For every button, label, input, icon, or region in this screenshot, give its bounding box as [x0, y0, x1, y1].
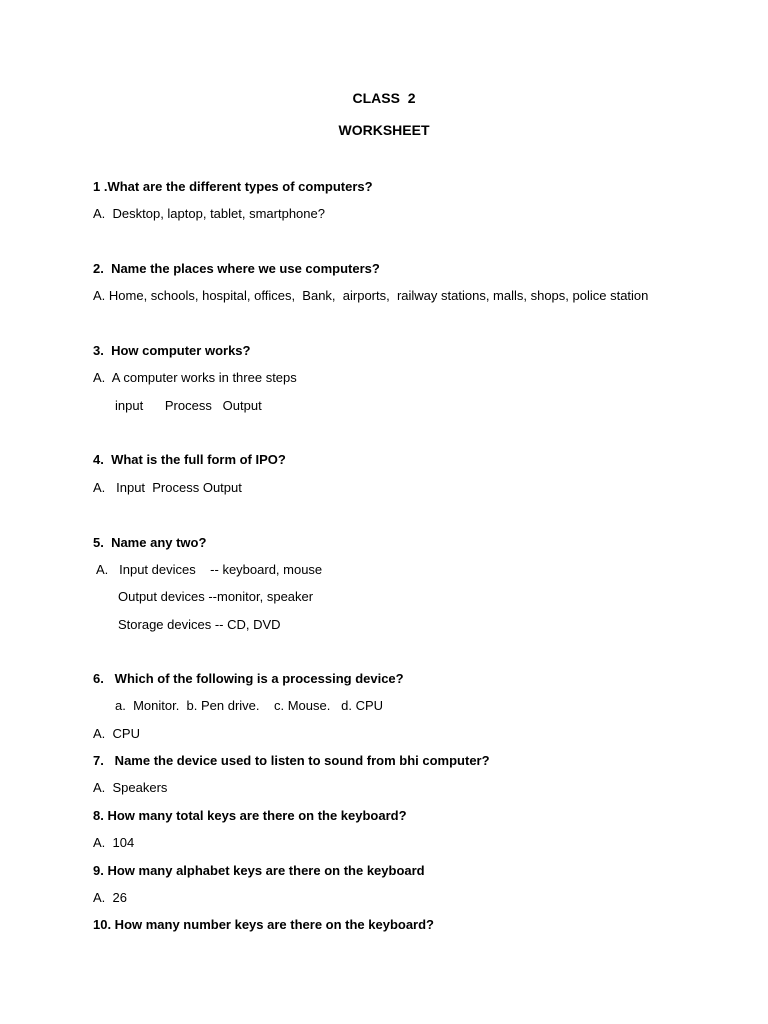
question-8: 8. How many total keys are there on the keyboard? — [93, 808, 407, 823]
answer-7: A. Speakers — [93, 780, 168, 795]
answer-3-steps: input Process Output — [115, 398, 262, 413]
question-6-options: a. Monitor. b. Pen drive. c. Mouse. d. CPU — [115, 698, 384, 713]
question-4: 4. What is the full form of IPO? — [93, 452, 286, 467]
answer-5-input: A. Input devices -- keyboard, mouse — [96, 562, 323, 577]
answer-5-output: Output devices --monitor, speaker — [118, 589, 314, 604]
question-1: 1 .What are the different types of computers? — [93, 179, 373, 194]
answer-5-storage: Storage devices -- CD, DVD — [118, 617, 281, 632]
question-5: 5. Name any two? — [93, 535, 207, 550]
answer-4: A. Input Process Output — [93, 480, 242, 495]
question-2: 2. Name the places where we use computers? — [93, 261, 380, 276]
answer-3: A. A computer works in three steps — [93, 370, 297, 385]
question-7: 7. Name the device used to listen to sound from bhi computer? — [93, 753, 490, 768]
answer-9: A. 26 — [93, 890, 127, 905]
answer-1: A. Desktop, laptop, tablet, smartphone? — [93, 206, 325, 221]
answer-2: A. Home, schools, hospital, offices, Bank, airports, railway stations, malls, shops, police station — [93, 288, 649, 303]
question-9: 9. How many alphabet keys are there on the keyboard — [93, 863, 425, 878]
answer-8: A. 104 — [93, 835, 135, 850]
question-6: 6. Which of the following is a processing device? — [93, 671, 404, 686]
class-title: CLASS 2 — [352, 90, 416, 106]
question-10: 10. How many number keys are there on the keyboard? — [93, 917, 435, 932]
answer-6: A. CPU — [93, 726, 140, 741]
question-3: 3. How computer works? — [93, 343, 251, 358]
worksheet-title: WORKSHEET — [338, 122, 430, 138]
